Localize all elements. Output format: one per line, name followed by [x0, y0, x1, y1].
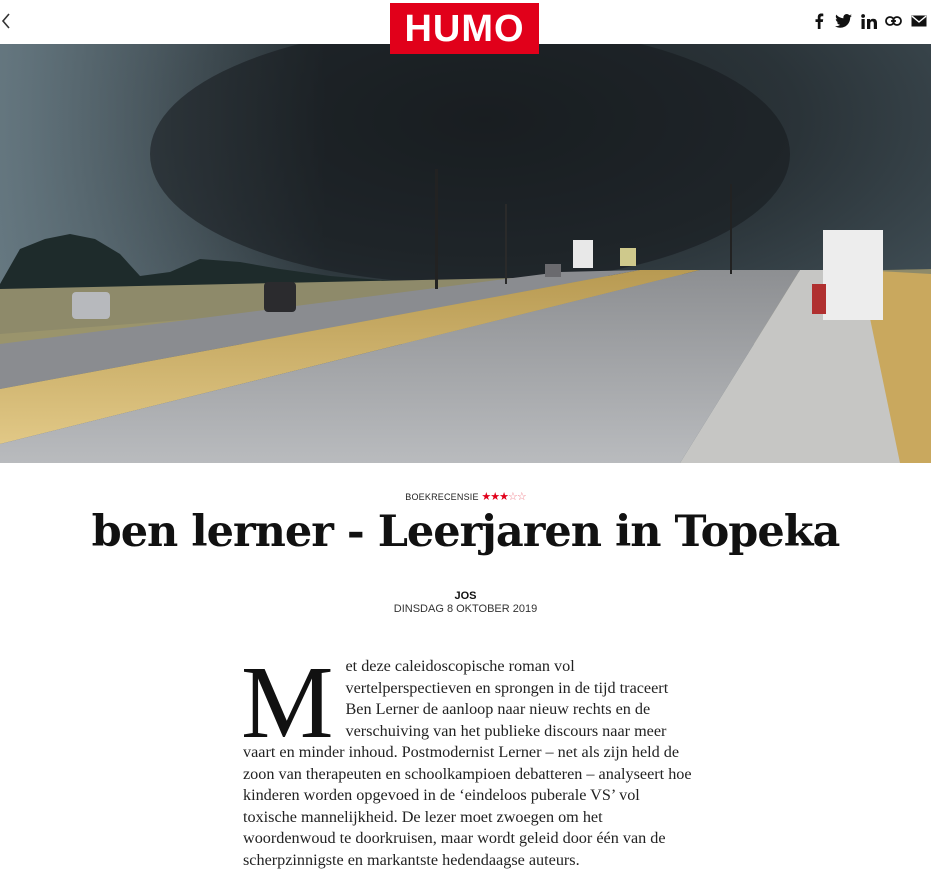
- category-text: BOEKRECENSIE: [405, 492, 479, 502]
- publish-date: DINSDAG 8 OKTOBER 2019: [393, 603, 538, 615]
- article-title: ben lerner - Leerjaren in Topeka: [91, 507, 840, 557]
- star-empty-icon: ☆☆: [507, 491, 526, 503]
- body-paragraph: et deze caleidoscopische roman vol vertelperspectieven en sprongen in de tijd traceert Ben Lerner de aanloop naar nieuw rechts en de verschuiving van het publieke discours naar meer vaart en minder inhoud. Postmodernist Lerner – net als zijn held de zoon van therapeuten en schoolkampioen debatteren – analyseert hoe kinderen worden opgevoed in de ‘eindeloos puberale VS’ vol toxische mannelijkheid. De lezer moet zwoegen om het woordenwoud te doorkruisen, maar wordt geleid door één van de scherpzinnigste en markantste hedendaagse auteurs.: [243, 657, 692, 869]
- top-bar: [0, 0, 931, 50]
- hero-image: [0, 44, 931, 463]
- article-body: [241, 645, 692, 871]
- twitter-icon[interactable]: [831, 10, 856, 32]
- star-filled-icon: ★★★: [481, 491, 508, 503]
- facebook-icon[interactable]: [806, 10, 831, 32]
- linkedin-icon[interactable]: [856, 10, 881, 32]
- author-name[interactable]: JOS: [454, 590, 477, 602]
- chevron-left-icon[interactable]: [0, 10, 14, 32]
- logo-text: HUMO: [404, 7, 525, 50]
- drop-cap: M: [241, 645, 334, 760]
- link-icon[interactable]: [881, 10, 906, 32]
- humo-logo[interactable]: [390, 3, 539, 54]
- mail-icon[interactable]: [906, 10, 931, 32]
- share-bar: [806, 10, 931, 32]
